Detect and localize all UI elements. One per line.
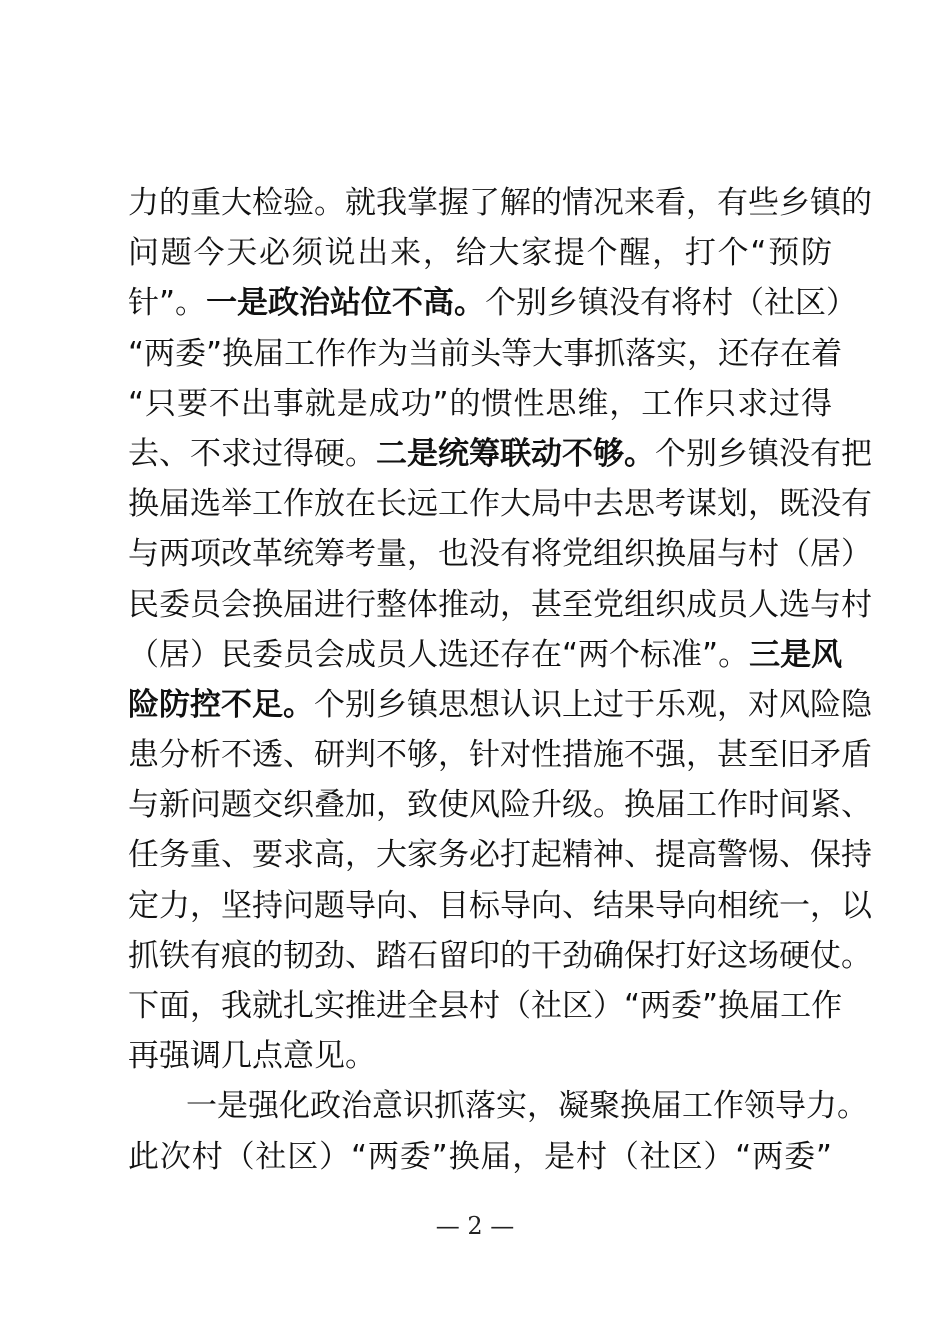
text-segment: 此次村（社区）“两委”换届，是村（社区）“两委”	[128, 1138, 832, 1175]
text-segment: “两委”换届工作作为当前头等大事抓落实，还存在着	[128, 335, 843, 372]
text-segment: 个别乡镇没有把	[655, 435, 872, 472]
text-line	[128, 931, 872, 981]
bold-heading-segment: 险防控不足。	[128, 686, 314, 723]
text-segment: “只要不出事就是成功”的惯性思维，工作只求过得	[128, 385, 832, 422]
text-segment: 再强调几点意见。	[128, 1038, 376, 1075]
text-line	[128, 278, 858, 328]
text-segment: 个别乡镇思想认识上过于乐观，对风险隐	[314, 686, 872, 723]
text-segment: 任务重、要求高，大家务必打起精神、提高警惕、保持	[128, 837, 872, 874]
text-segment: （居）民委员会成员人选还存在“两个标准”。	[128, 636, 750, 673]
text-segment: 下面，我就扎实推进全县村（社区）“两委”换届工作	[128, 988, 843, 1024]
text-segment: 定力，坚持问题导向、目标导向、结果导向相统一，以	[128, 887, 872, 924]
text-line	[128, 680, 872, 730]
text-line	[128, 429, 872, 479]
bold-heading-segment: 二是统筹联动不够。	[376, 435, 655, 472]
text-line	[128, 1132, 832, 1182]
text-segment: 抓铁有痕的韧劲、踏石留印的干劲确保打好这场硬仗。	[128, 937, 872, 974]
bold-heading-segment: 一是政治站位不高。	[206, 285, 486, 322]
text-segment: 个别乡镇没有将村（社区）	[485, 285, 858, 322]
text-segment: 换届选举工作放在长远工作大局中去思考谋划，既没有	[128, 486, 872, 523]
text-segment: 去、不求过得硬。	[128, 435, 376, 472]
text-line	[128, 730, 872, 780]
text-line	[128, 580, 872, 630]
text-line	[128, 1031, 832, 1081]
text-line	[128, 630, 843, 680]
text-line	[128, 479, 872, 529]
text-line	[128, 178, 872, 228]
text-segment: 力的重大检验。就我掌握了解的情况来看，有些乡镇的	[128, 185, 872, 221]
text-segment: 与新问题交织叠加，致使风险升级。换届工作时间紧、	[128, 787, 872, 824]
text-line	[128, 228, 832, 278]
text-line	[128, 981, 843, 1031]
text-segment: 针”。	[128, 285, 207, 322]
text-segment: 患分析不透、研判不够，针对性措施不强，甚至旧矛盾	[128, 737, 872, 774]
text-segment: 一是强化政治意识抓落实，凝聚换届工作领导力。	[186, 1088, 868, 1125]
text-line	[128, 830, 872, 880]
text-line	[128, 529, 872, 579]
text-line	[128, 379, 832, 429]
bold-heading-segment: 三是风	[749, 636, 843, 673]
text-segment: 与两项改革统筹考量，也没有将党组织换届与村（居）	[128, 536, 872, 573]
text-line	[128, 881, 872, 931]
text-line	[128, 1081, 868, 1131]
body-text	[128, 178, 872, 1182]
text-line	[128, 329, 843, 379]
text-segment: 民委员会换届进行整体推动，甚至党组织成员人选与村	[128, 586, 872, 623]
text-segment: 问题今天必须说出来，给大家提个醒，打个“预防	[128, 235, 832, 272]
page-number: — 2 —	[435, 1212, 515, 1240]
text-line	[128, 780, 872, 830]
